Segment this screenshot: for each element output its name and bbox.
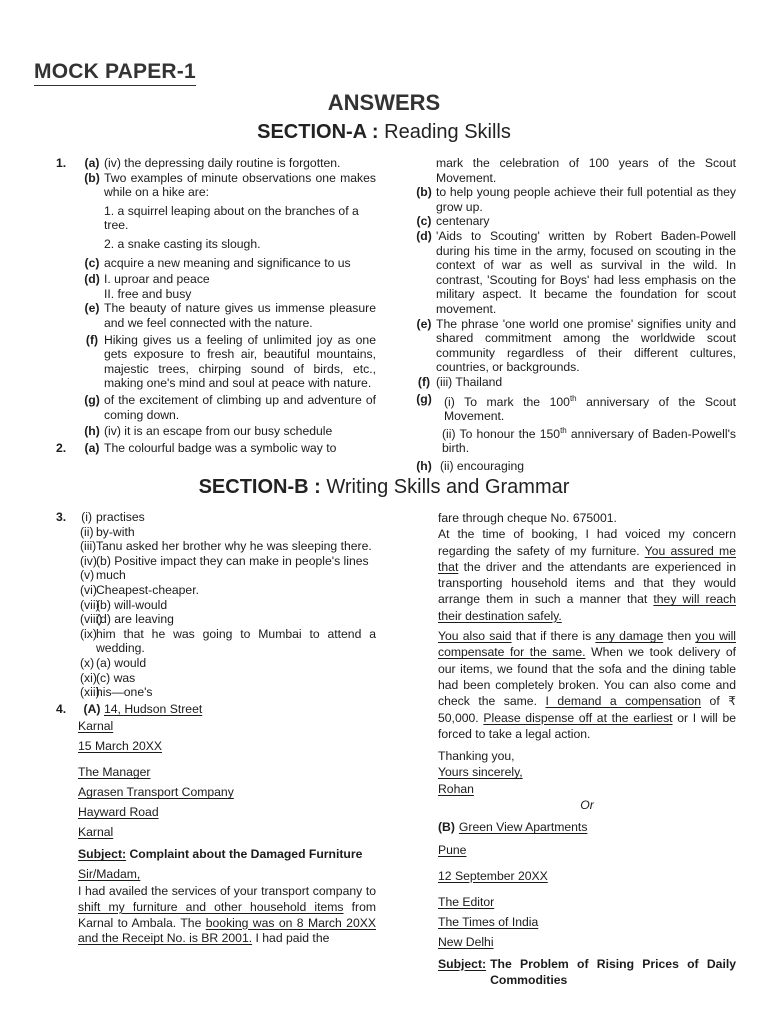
q1a-text: (iv) the depressing daily routine is forgotten. — [104, 156, 341, 170]
q2e-label: (e) — [416, 316, 432, 331]
letter-a-body-3: You also said that if there is any damage then you will compensate for the same. When we took delivery of our items, we found that the sofa and the dining table had been completely broken. You can also come and check the same. I demand a compensation of ₹ 50,000. Please dispense off at the earliest or I will be forced to take a legal action. — [438, 629, 737, 741]
q1e-item — [56, 301, 376, 330]
q3-roman-label: (vi) — [80, 582, 97, 597]
q3-answer-text: (b) Positive impact they can make in people's lines — [96, 553, 369, 568]
section-a-left-column — [56, 156, 376, 455]
section-a-subtitle: Reading Skills — [378, 121, 511, 143]
letter-b-subject: The Problem of Rising Prices of Daily Commodities — [490, 956, 736, 987]
q1a-item — [56, 156, 376, 171]
q1c-label: (c) — [84, 255, 100, 270]
q1g-item — [56, 393, 376, 422]
q3-item — [56, 568, 376, 583]
q3-answer-text: (d) are leaving — [96, 612, 174, 627]
letter-b-to-1: The Editor — [438, 894, 495, 909]
q3-item — [56, 510, 376, 525]
letter-a-to-2: Agrasen Transport Company — [78, 785, 234, 800]
letter-a-to-1: The Manager — [78, 765, 151, 780]
q4b-label: (B) — [438, 820, 455, 835]
q3-item — [56, 539, 376, 554]
q3-roman-label: (viii) — [80, 612, 103, 627]
q3-number: 3. — [56, 510, 67, 524]
section-b-heading — [0, 476, 768, 499]
q2d-item — [412, 229, 736, 317]
letter-a-subject: Complaint about the Damaged Furniture — [129, 847, 363, 862]
q3-answer-text: (b) will-would — [96, 597, 168, 612]
letter-a-signature: Rohan — [438, 781, 474, 796]
q1e-label: (e) — [84, 301, 100, 316]
q1b-label: (b) — [84, 170, 100, 185]
q3-item — [56, 583, 376, 598]
q2g-item — [412, 392, 736, 424]
q3-item — [56, 612, 376, 627]
q3-answer-text: him that he was going to Mumbai to attend a wedding. — [96, 626, 376, 656]
q1d-label: (d) — [84, 272, 100, 287]
letter-a-address-1: 14, Hudson Street — [104, 701, 203, 716]
letter-a-body-1-continued: fare through cheque No. 675001. — [438, 511, 617, 525]
q3-roman-label: (ix) — [80, 626, 97, 641]
q1d-text-2: II. free and busy — [104, 286, 192, 301]
section-a-label: SECTION-A : — [257, 121, 379, 143]
q3-roman-label: (iv) — [80, 553, 97, 568]
q2a-item — [56, 441, 376, 456]
q1b-point-1: 1. a squirrel leaping about on the branches of a tree. — [104, 203, 359, 233]
q3-answer-text: Cheapest-cheaper. — [96, 582, 199, 597]
letter-b-address-1: Green View Apartments — [458, 820, 588, 835]
answers-heading: ANSWERS — [327, 90, 441, 115]
q4a-label: (A) — [83, 701, 101, 716]
q4-number: 4. — [56, 701, 67, 716]
q3-answer-text: Tanu asked her brother why he was sleeping there. — [96, 539, 372, 554]
q3-roman-label: (x) — [80, 655, 95, 670]
letter-a-closing-2: Yours sincerely, — [438, 765, 523, 780]
letter-a-body-1: I had availed the services of your transport company to shift my furniture and other household items from Karnal to Ambala. The booking was on 8 March 20XX and the Receipt No. is BR 2001. I had paid the — [78, 884, 376, 946]
q3-item — [56, 671, 376, 686]
q1g-text: of the excitement of climbing up and adventure of coming down. — [104, 392, 376, 422]
q3-answer-text: much — [96, 568, 126, 583]
section-a-heading — [0, 121, 768, 144]
or-separator: Or — [580, 798, 594, 813]
q2d-label: (d) — [416, 228, 432, 243]
letter-a-to-4: Karnal — [78, 825, 114, 840]
q3-item — [56, 656, 376, 671]
q2c-label: (c) — [416, 214, 432, 229]
section-b-subtitle: Writing Skills and Grammar — [320, 476, 570, 498]
q2h-text: (ii) encouraging — [440, 459, 525, 473]
letter-a-salutation: Sir/Madam, — [78, 867, 141, 882]
q1c-item — [56, 256, 376, 271]
letter-b-address-2: Pune — [438, 842, 467, 857]
q3-roman-label: (iii) — [80, 539, 97, 554]
q3-answer-text: his—one's — [96, 685, 153, 700]
q3-roman-label: (i) — [81, 510, 92, 524]
q3-item — [56, 685, 376, 700]
letter-a-to-3: Hayward Road — [78, 805, 159, 820]
letter-b-to-3: New Delhi — [438, 934, 494, 949]
q3-answer-text: (c) was — [96, 670, 136, 685]
q2f-label: (f) — [417, 374, 431, 389]
q2c-item — [412, 214, 736, 229]
section-a-right-column — [412, 156, 736, 474]
q2h-item — [412, 459, 736, 474]
q2d-text: 'Aids to Scouting' written by Robert Baden-Powell during his time in the army, focused on scouting in the context of war as well as survival in the wild. In contrast, 'Scouting for Boys' had less emphasis on the military aspect. It became the foundation for scout movement. — [436, 228, 736, 316]
q1d-item — [56, 272, 376, 287]
q3-item — [56, 598, 376, 613]
q1d-text-1: I. uproar and peace — [104, 272, 210, 287]
q2b-item — [412, 185, 736, 214]
q1c-text: acquire a new meaning and significance to us — [104, 255, 351, 270]
letter-a-address-2: Karnal — [78, 719, 114, 734]
q2a-continued: mark the celebration of 100 years of the Scout Movement. — [436, 156, 736, 185]
q1f-item — [56, 333, 376, 391]
section-b-left-column — [56, 510, 376, 947]
section-b-label: SECTION-B : — [198, 476, 321, 498]
q2g-text-1: (i) To mark the 100th anniversary of the Scout Movement. — [444, 393, 736, 424]
q3-item — [56, 554, 376, 569]
q3-roman-label: (vii) — [80, 597, 100, 612]
q3-item — [56, 525, 376, 540]
letter-a-body-2: At the time of booking, I had voiced my concern regarding the safety of my furniture. You assured me that the driver and the attendants are experienced in transporting household items and that they would arrange them in such a manner that they will reach their destination safely. — [438, 527, 736, 623]
letter-b-header — [438, 840, 736, 952]
q1b-text: Two examples of minute observations one makes while on a hike are: — [104, 170, 376, 200]
q3-answer-text: by-with — [96, 524, 135, 539]
q3-answer-text: practises — [96, 510, 145, 524]
q1b-item — [56, 171, 376, 200]
q3-list — [56, 510, 376, 700]
q1f-text: Hiking gives us a feeling of unlimited joy as one gets exposure to fresh air, beautiful mountains, majestic trees, chirping sound of birds, etc., making one's mind and soul at peace with nature. — [104, 332, 376, 391]
q3-roman-label: (v) — [80, 568, 95, 583]
q3-roman-label: (xi) — [80, 670, 97, 685]
q1g-label: (g) — [84, 392, 100, 407]
q2h-label: (h) — [416, 459, 432, 473]
letter-a-closing-1: Thanking you, — [438, 749, 515, 764]
q2b-label: (b) — [416, 185, 432, 200]
letter-b-subject-row — [438, 956, 736, 989]
letter-a-subject-label: Subject: — [78, 847, 127, 862]
q4a-item — [56, 702, 376, 717]
q2e-text: The phrase 'one world one promise' signifies unity and shared commitment among the worldwide scout community regardless of their different cultures, countries, or backgrounds. — [436, 316, 736, 375]
q1h-label: (h) — [84, 424, 100, 439]
q1h-text: (iv) it is an escape from our busy schedule — [104, 424, 333, 439]
q3-roman-label: (xii) — [80, 685, 100, 700]
q3-roman-label: (ii) — [80, 524, 94, 539]
q2a-text: The colourful badge was a symbolic way to — [104, 440, 337, 455]
section-b-right-column — [412, 510, 736, 988]
q3-answer-text: (a) would — [96, 655, 147, 670]
q2f-item — [412, 375, 736, 390]
q2b-text: to help young people achieve their full potential as they grow up. — [436, 185, 736, 214]
q2f-text: (iii) Thailand — [436, 374, 503, 389]
letter-b-to-2: The Times of India — [438, 914, 539, 929]
letter-a-header — [78, 716, 376, 884]
letter-a-date: 15 March 20XX — [78, 739, 163, 754]
q2c-text: centenary — [436, 214, 490, 229]
q2g-text-2: (ii) To honour the 150th anniversary of Baden-Powell's birth. — [442, 425, 736, 456]
q1a-label: (a) — [84, 156, 100, 170]
q2g-label: (g) — [416, 391, 432, 406]
letter-b-subject-label: Subject: — [438, 956, 487, 971]
q1f-label: (f) — [85, 332, 99, 347]
q2a-label: (a) — [84, 440, 100, 455]
q1b-point-2: 2. a snake casting its slough. — [104, 236, 261, 251]
q4b-item — [438, 819, 736, 835]
q1e-text: The beauty of nature gives us immense pleasure and we feel connected with the nature. — [104, 301, 376, 330]
q1h-item — [56, 424, 376, 439]
q1-number: 1. — [56, 156, 67, 170]
q2g-item-2 — [412, 424, 736, 456]
letter-b-date: 12 September 20XX — [438, 868, 548, 883]
q2e-item — [412, 317, 736, 375]
q2-number: 2. — [56, 440, 67, 455]
q3-item — [56, 627, 376, 656]
paper-title: MOCK PAPER-1 — [34, 60, 196, 86]
